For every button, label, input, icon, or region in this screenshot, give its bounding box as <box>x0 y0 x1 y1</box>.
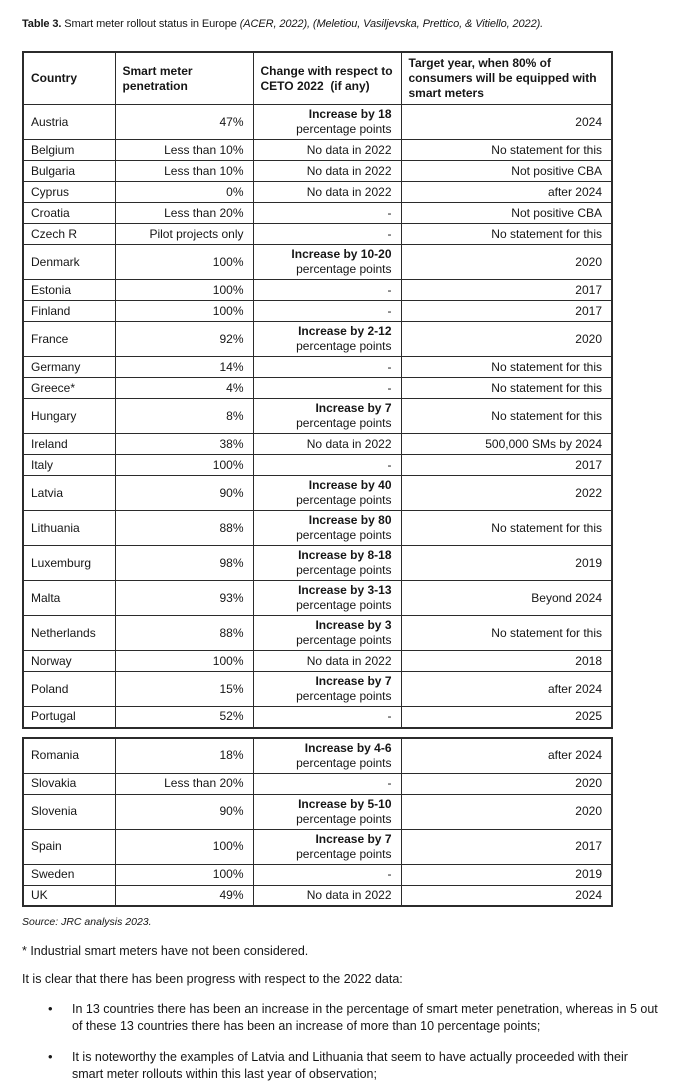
cell-change: No data in 2022 <box>253 651 401 672</box>
asterisk-footnote: * Industrial smart meters have not been considered. <box>22 944 309 958</box>
table-row <box>23 378 612 399</box>
cell-penetration: 0% <box>115 182 253 203</box>
table-row <box>23 105 612 140</box>
cell-target: No statement for this <box>401 616 612 651</box>
table-row <box>23 885 612 906</box>
cell-target: 2024 <box>401 885 612 906</box>
source-note: Source: JRC analysis 2023. <box>22 916 152 928</box>
cell-target: 2019 <box>401 546 612 581</box>
bullet-dot-icon: • <box>48 1049 53 1064</box>
cell-penetration: 8% <box>115 399 253 434</box>
cell-country: Czech R <box>23 224 115 245</box>
header-target: Target year, when 80% of consumers will be equipped with smart meters <box>401 52 612 105</box>
cell-penetration: 92% <box>115 322 253 357</box>
table-row <box>23 399 612 434</box>
cell-change <box>253 511 401 546</box>
change-detail-line: percentage points <box>296 755 392 770</box>
cell-country: Latvia <box>23 476 115 511</box>
cell-penetration: 38% <box>115 434 253 455</box>
cell-target: 2017 <box>401 280 612 301</box>
cell-penetration: Less than 20% <box>115 773 253 794</box>
cell-penetration: Less than 10% <box>115 161 253 182</box>
table-row <box>23 280 612 301</box>
table-row <box>23 455 612 476</box>
cell-change <box>253 399 401 434</box>
cell-penetration: 4% <box>115 378 253 399</box>
table-row <box>23 864 612 885</box>
cell-country: Romania <box>23 738 115 774</box>
table-row <box>23 245 612 280</box>
cell-penetration: Less than 20% <box>115 203 253 224</box>
change-detail-line: percentage points <box>296 528 392 542</box>
change-emphasis-line: Increase by 18 <box>308 107 392 121</box>
cell-country: Spain <box>23 829 115 864</box>
change-emphasis-line: Increase by 3-13 <box>298 583 392 597</box>
cell-change <box>253 546 401 581</box>
cell-country: Lithuania <box>23 511 115 546</box>
cell-change <box>253 672 401 707</box>
change-detail-line: percentage points <box>296 262 392 276</box>
bullet-item <box>22 1049 658 1083</box>
cell-penetration: 98% <box>115 546 253 581</box>
cell-change: No data in 2022 <box>253 885 401 906</box>
cell-change: - <box>253 707 401 728</box>
cell-country: Malta <box>23 581 115 616</box>
cell-target: No statement for this <box>401 378 612 399</box>
table-caption-citation: (ACER, 2022), (Meletiou, Vasiljevska, Prettico, & Vitiello, 2022). <box>239 18 544 30</box>
table-header-row <box>23 52 612 105</box>
change-emphasis-line: Increase by 8-18 <box>298 548 392 562</box>
cell-target: 2017 <box>401 829 612 864</box>
change-emphasis-line: Increase by 80 <box>308 513 392 527</box>
cell-change <box>253 738 401 774</box>
cell-target: Beyond 2024 <box>401 581 612 616</box>
cell-change: No data in 2022 <box>253 182 401 203</box>
table-row <box>23 301 612 322</box>
table-row <box>23 140 612 161</box>
bullet-dot-icon: • <box>48 1001 53 1016</box>
cell-change <box>253 794 401 829</box>
cell-penetration: 18% <box>115 738 253 774</box>
cell-country: Slovakia <box>23 773 115 794</box>
cell-change: - <box>253 455 401 476</box>
change-emphasis-line: Increase by 7 <box>315 401 392 415</box>
cell-change: - <box>253 378 401 399</box>
cell-country: Belgium <box>23 140 115 161</box>
table-caption <box>22 17 658 32</box>
cell-target: after 2024 <box>401 182 612 203</box>
cell-penetration: 47% <box>115 105 253 140</box>
cell-target: No statement for this <box>401 140 612 161</box>
cell-change <box>253 322 401 357</box>
cell-penetration: 88% <box>115 511 253 546</box>
cell-country: Croatia <box>23 203 115 224</box>
smart-meter-table-block-2 <box>22 737 613 908</box>
cell-change <box>253 616 401 651</box>
lead-paragraph: It is clear that there has been progress with respect to the 2022 data: <box>22 972 403 986</box>
change-emphasis-line: Increase by 10-20 <box>291 247 392 261</box>
bullet-item <box>22 1001 658 1035</box>
table-row <box>23 773 612 794</box>
cell-country: Estonia <box>23 280 115 301</box>
change-emphasis-line: Increase by 4-6 <box>304 740 392 755</box>
table-row <box>23 581 612 616</box>
table-caption-text: Smart meter rollout status in Europe <box>61 18 240 30</box>
table-row <box>23 707 612 728</box>
cell-penetration: 100% <box>115 864 253 885</box>
table-row <box>23 357 612 378</box>
cell-country: Netherlands <box>23 616 115 651</box>
table-row <box>23 616 612 651</box>
change-detail-line: percentage points <box>296 633 392 647</box>
cell-penetration: 100% <box>115 455 253 476</box>
cell-penetration: 49% <box>115 885 253 906</box>
cell-penetration: 90% <box>115 476 253 511</box>
change-detail-line: percentage points <box>296 339 392 353</box>
cell-penetration: 100% <box>115 829 253 864</box>
cell-country: Denmark <box>23 245 115 280</box>
smart-meter-table-block-1 <box>22 51 613 729</box>
cell-country: Portugal <box>23 707 115 728</box>
cell-country: Cyprus <box>23 182 115 203</box>
cell-penetration: 15% <box>115 672 253 707</box>
table-row <box>23 322 612 357</box>
cell-target: after 2024 <box>401 672 612 707</box>
cell-penetration: 14% <box>115 357 253 378</box>
table-row <box>23 829 612 864</box>
header-country: Country <box>23 52 115 105</box>
change-detail-line: percentage points <box>296 122 392 136</box>
cell-penetration: 52% <box>115 707 253 728</box>
change-detail-line: percentage points <box>296 493 392 507</box>
cell-country: Finland <box>23 301 115 322</box>
cell-penetration: 88% <box>115 616 253 651</box>
cell-penetration: Less than 10% <box>115 140 253 161</box>
cell-penetration: 100% <box>115 651 253 672</box>
cell-country: Sweden <box>23 864 115 885</box>
bullet-text: It is noteworthy the examples of Latvia and Lithuania that seem to have actually proceeded with their smart meter rollouts within this last year of observation; <box>72 1050 628 1081</box>
cell-penetration: 100% <box>115 301 253 322</box>
change-emphasis-line: Increase by 5-10 <box>298 796 392 811</box>
cell-country: Norway <box>23 651 115 672</box>
change-emphasis-line: Increase by 7 <box>315 674 392 688</box>
table-row <box>23 182 612 203</box>
change-detail-line: percentage points <box>296 416 392 430</box>
change-detail-line: percentage points <box>296 563 392 577</box>
table-row <box>23 794 612 829</box>
cell-country: France <box>23 322 115 357</box>
table-row <box>23 511 612 546</box>
change-emphasis-line: Increase by 3 <box>315 618 392 632</box>
cell-target: Not positive CBA <box>401 203 612 224</box>
table-row <box>23 203 612 224</box>
cell-country: Bulgaria <box>23 161 115 182</box>
table-caption-label: Table 3. <box>22 18 62 30</box>
cell-target: after 2024 <box>401 738 612 774</box>
cell-change <box>253 105 401 140</box>
cell-country: UK <box>23 885 115 906</box>
cell-change <box>253 476 401 511</box>
change-emphasis-line: Increase by 2-12 <box>298 324 392 338</box>
cell-change: - <box>253 357 401 378</box>
cell-target: 2017 <box>401 301 612 322</box>
cell-country: Ireland <box>23 434 115 455</box>
table-row <box>23 434 612 455</box>
cell-penetration: Pilot projects only <box>115 224 253 245</box>
cell-country: Germany <box>23 357 115 378</box>
change-emphasis-line: Increase by 7 <box>315 831 392 846</box>
change-detail-line: percentage points <box>296 689 392 703</box>
cell-change: No data in 2022 <box>253 434 401 455</box>
cell-country: Italy <box>23 455 115 476</box>
cell-change <box>253 829 401 864</box>
bullet-text: In 13 countries there has been an increase in the percentage of smart meter penetration, whereas in 5 out of these 13 countries there has been an increase of more than 10 percentage points; <box>72 1002 658 1033</box>
cell-change: No data in 2022 <box>253 140 401 161</box>
cell-target: 2022 <box>401 476 612 511</box>
cell-target: 2020 <box>401 245 612 280</box>
cell-country: Austria <box>23 105 115 140</box>
table-row <box>23 476 612 511</box>
bullet-list <box>22 1001 658 1083</box>
cell-target: 500,000 SMs by 2024 <box>401 434 612 455</box>
table-row <box>23 738 612 774</box>
cell-penetration: 93% <box>115 581 253 616</box>
change-emphasis-line: Increase by 40 <box>308 478 392 492</box>
cell-country: Slovenia <box>23 794 115 829</box>
cell-penetration: 100% <box>115 245 253 280</box>
cell-target: Not positive CBA <box>401 161 612 182</box>
cell-target: 2019 <box>401 864 612 885</box>
cell-change: No data in 2022 <box>253 161 401 182</box>
cell-target: 2020 <box>401 794 612 829</box>
cell-change: - <box>253 864 401 885</box>
cell-target: 2020 <box>401 322 612 357</box>
cell-target: 2025 <box>401 707 612 728</box>
cell-country: Poland <box>23 672 115 707</box>
cell-change: - <box>253 301 401 322</box>
cell-change: - <box>253 773 401 794</box>
table-row <box>23 651 612 672</box>
cell-target: 2020 <box>401 773 612 794</box>
cell-change: - <box>253 224 401 245</box>
cell-penetration: 90% <box>115 794 253 829</box>
cell-change <box>253 581 401 616</box>
change-detail-line: percentage points <box>296 811 392 826</box>
cell-change: - <box>253 280 401 301</box>
cell-change: - <box>253 203 401 224</box>
table-row <box>23 546 612 581</box>
cell-target: 2024 <box>401 105 612 140</box>
change-detail-line: percentage points <box>296 598 392 612</box>
cell-target: 2017 <box>401 455 612 476</box>
cell-target: 2018 <box>401 651 612 672</box>
cell-country: Greece* <box>23 378 115 399</box>
cell-target: No statement for this <box>401 357 612 378</box>
table-row <box>23 224 612 245</box>
table-row <box>23 672 612 707</box>
cell-target: No statement for this <box>401 399 612 434</box>
cell-penetration: 100% <box>115 280 253 301</box>
cell-country: Hungary <box>23 399 115 434</box>
header-change: Change with respect to CETO 2022 (if any) <box>253 52 401 105</box>
cell-change <box>253 245 401 280</box>
cell-target: No statement for this <box>401 511 612 546</box>
change-detail-line: percentage points <box>296 846 392 861</box>
header-penetration: Smart meter penetration <box>115 52 253 105</box>
cell-target: No statement for this <box>401 224 612 245</box>
cell-country: Luxemburg <box>23 546 115 581</box>
table-row <box>23 161 612 182</box>
